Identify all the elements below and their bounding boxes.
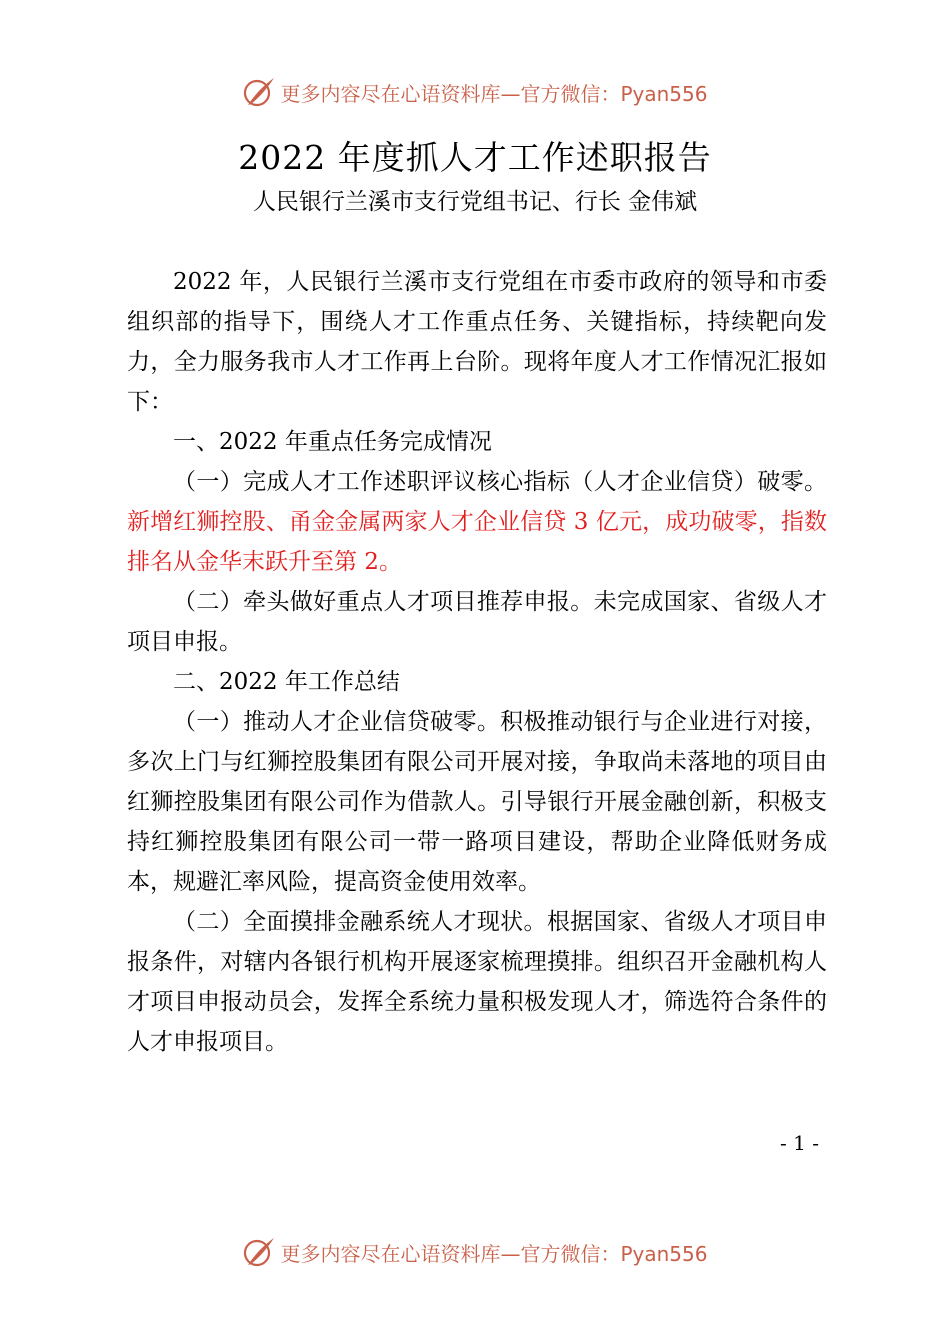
quill-circle-logo-icon [242, 75, 276, 109]
intro-paragraph: 2022 年，人民银行兰溪市支行党组在市委市政府的领导和市委组织部的指导下，围绕人才工作重点任务、关键指标，持续靶向发力，全力服务我市人才工作再上台阶。现将年度人才工作情况汇报如下： [127, 269, 827, 415]
watermark-banner-top [0, 72, 950, 112]
document-subtitle: 人民银行兰溪市支行党组书记、行长 金伟斌 [252, 189, 698, 215]
watermark-text: 更多内容尽在心语资料库—官方微信：Pyan556 [280, 81, 708, 106]
watermark-text: 更多内容尽在心语资料库—官方微信：Pyan556 [280, 1241, 708, 1266]
section1-item1-highlight: 新增红狮控股、甬金金属两家人才企业信贷 3 亿元，成功破零，指数排名从金华末跃升至第 2。 [127, 509, 827, 575]
quill-circle-logo-icon [242, 1235, 276, 1269]
document-body [127, 262, 827, 1062]
section1-item1 [127, 462, 827, 582]
page-number: - 1 - [780, 1131, 819, 1155]
section2-item2: （二）全面摸排金融系统人才现状。根据国家、省级人才项目申报条件，对辖内各银行机构开展逐家梳理摸排。组织召开金融机构人才项目申报动员会，发挥全系统力量积极发现人才，筛选符合条件的人才申报项目。 [127, 909, 827, 1055]
section1-item2: （二）牵头做好重点人才项目推荐申报。未完成国家、省级人才项目申报。 [127, 589, 827, 655]
watermark-banner-bottom [0, 1232, 950, 1272]
section1-item1-text: （一）完成人才工作述职评议核心指标（人才企业信贷）破零。 [173, 469, 827, 495]
document-title: 2022 年度抓人才工作述职报告 [238, 138, 712, 177]
section2-item1: （一）推动人才企业信贷破零。积极推动银行与企业进行对接，多次上门与红狮控股集团有限公司开展对接，争取尚未落地的项目由红狮控股集团有限公司作为借款人。引导银行开展金融创新，积极支持红狮控股集团有限公司一带一路项目建设，帮助企业降低财务成本，规避汇率风险，提高资金使用效率。 [127, 709, 827, 895]
section-heading-1: 一、2022 年重点任务完成情况 [173, 429, 492, 455]
section-heading-2: 二、2022 年工作总结 [173, 669, 400, 695]
